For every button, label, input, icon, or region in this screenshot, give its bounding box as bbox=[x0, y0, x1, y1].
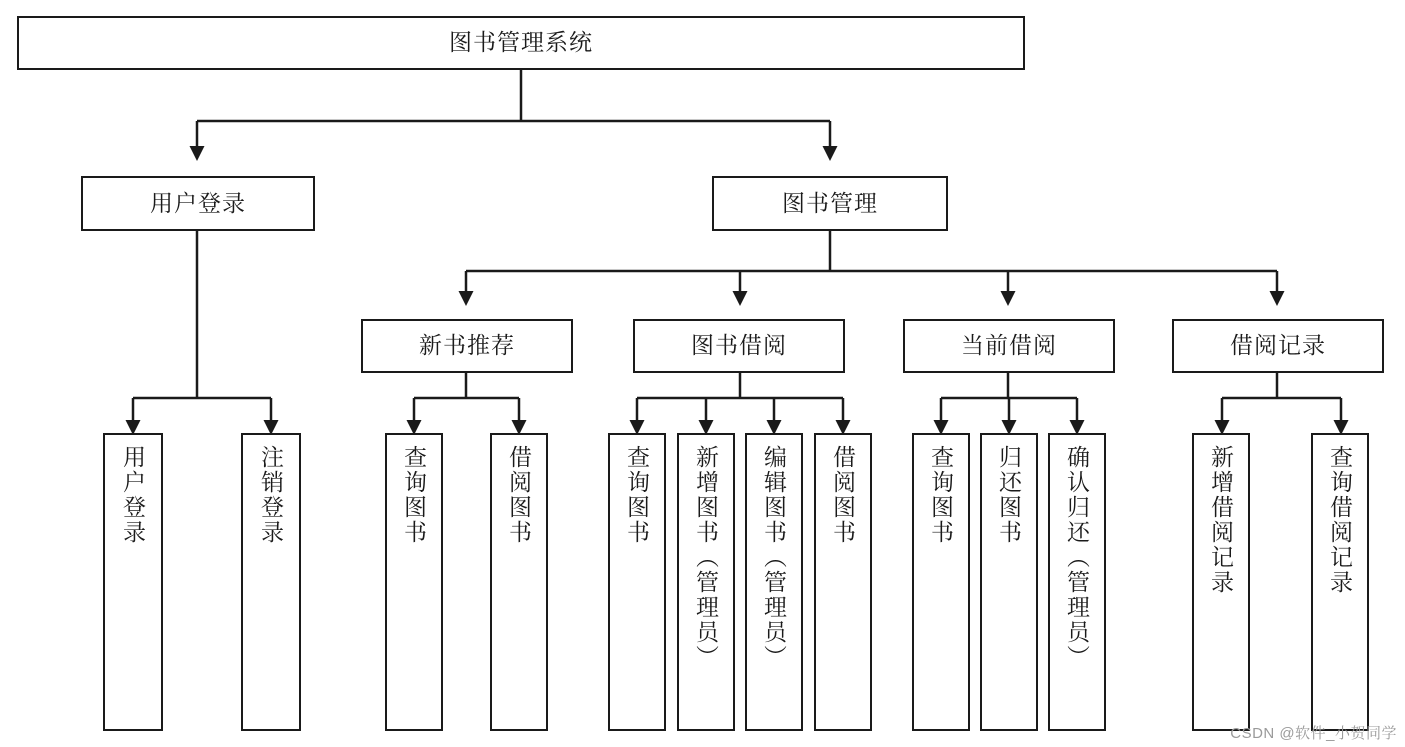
node-label: 查询借阅记录 bbox=[1327, 445, 1354, 595]
node-label: 确认归还（管理员） bbox=[1064, 445, 1091, 670]
node-label: 用户登录 bbox=[120, 445, 147, 545]
node-label: 查询图书 bbox=[401, 445, 428, 545]
node-current-borrow[interactable] bbox=[903, 319, 1115, 373]
node-leaf-return-book[interactable] bbox=[980, 433, 1038, 731]
node-label: 新增借阅记录 bbox=[1208, 445, 1235, 595]
watermark-text: CSDN @软件_小贺同学 bbox=[1230, 725, 1397, 742]
node-leaf-borrow-book[interactable] bbox=[814, 433, 872, 731]
node-leaf-user-login[interactable] bbox=[103, 433, 163, 731]
node-leaf-edit-book-admin[interactable] bbox=[745, 433, 803, 731]
node-leaf-add-book-admin[interactable] bbox=[677, 433, 735, 731]
node-book-management[interactable] bbox=[712, 176, 948, 231]
node-new-book-recommend[interactable] bbox=[361, 319, 573, 373]
node-leaf-query-book-borrow[interactable] bbox=[608, 433, 666, 731]
node-label: 查询图书 bbox=[624, 445, 651, 545]
node-label: 归还图书 bbox=[996, 445, 1023, 545]
node-label: 图书借阅 bbox=[691, 332, 787, 359]
node-leaf-query-book-current[interactable] bbox=[912, 433, 970, 731]
node-label: 借阅图书 bbox=[830, 445, 857, 545]
node-label: 当前借阅 bbox=[961, 332, 1057, 359]
node-label: 图书管理 bbox=[782, 189, 878, 216]
node-label: 图书管理系统 bbox=[449, 29, 593, 56]
node-leaf-confirm-return-admin[interactable] bbox=[1048, 433, 1106, 731]
node-leaf-borrow-book-recommend[interactable] bbox=[490, 433, 548, 731]
node-label: 查询图书 bbox=[928, 445, 955, 545]
node-borrow-records[interactable] bbox=[1172, 319, 1384, 373]
node-label: 用户登录 bbox=[150, 189, 246, 216]
node-label: 借阅图书 bbox=[506, 445, 533, 545]
node-user-login[interactable] bbox=[81, 176, 315, 231]
node-book-borrow[interactable] bbox=[633, 319, 845, 373]
node-label: 新增图书（管理员） bbox=[693, 445, 720, 670]
node-label: 新书推荐 bbox=[419, 332, 515, 359]
node-label: 注销登录 bbox=[258, 445, 285, 545]
node-leaf-logout[interactable] bbox=[241, 433, 301, 731]
node-label: 借阅记录 bbox=[1230, 332, 1326, 359]
node-leaf-query-borrow-record[interactable] bbox=[1311, 433, 1369, 731]
node-leaf-query-book-recommend[interactable] bbox=[385, 433, 443, 731]
node-label: 编辑图书（管理员） bbox=[761, 445, 788, 670]
node-root[interactable] bbox=[17, 16, 1025, 70]
node-leaf-add-borrow-record[interactable] bbox=[1192, 433, 1250, 731]
